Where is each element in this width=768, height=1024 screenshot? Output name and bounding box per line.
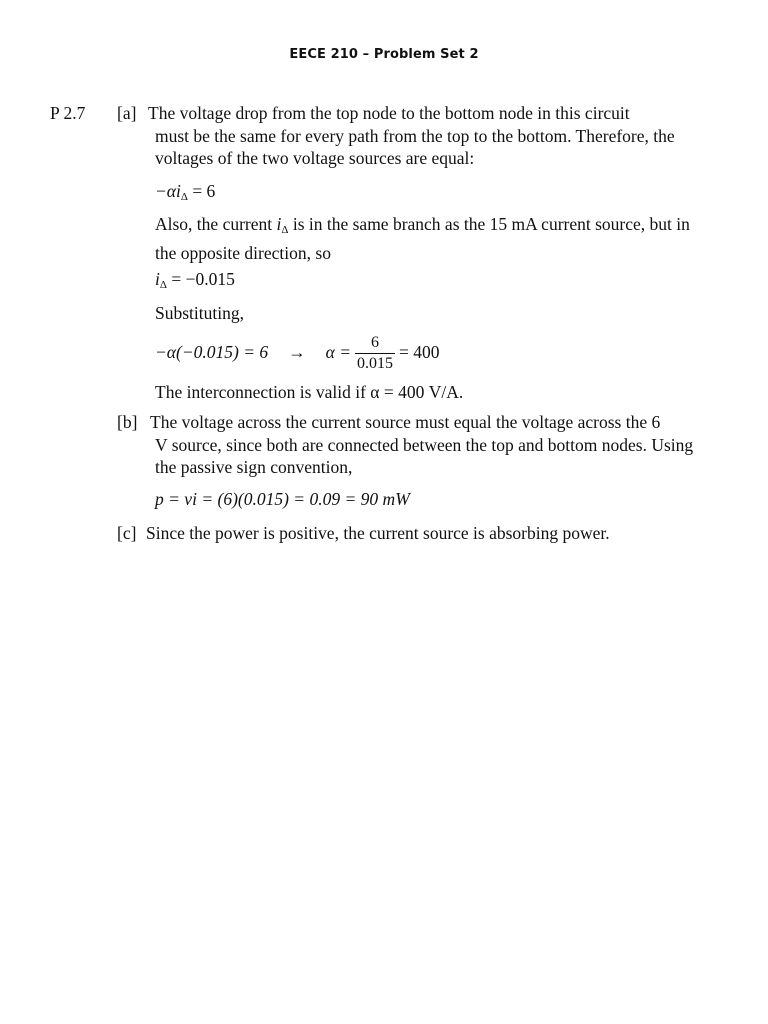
also-text-2: is in the same branch as the 15 mA current source, but in the opposite direction, so bbox=[155, 214, 690, 263]
also-var: i bbox=[276, 214, 282, 234]
eq3-alpha: α = bbox=[325, 342, 352, 362]
part-c-text: Since the power is positive, the current source is absorbing power. bbox=[146, 523, 610, 543]
eq3-result: = 400 bbox=[399, 342, 440, 362]
eq1-right: = 6 bbox=[187, 181, 216, 201]
eq1-subscript: Δ bbox=[180, 191, 188, 203]
fraction bbox=[355, 333, 395, 374]
part-c-tag: [c] bbox=[117, 523, 137, 543]
substituting-text: Substituting, bbox=[155, 303, 244, 323]
fraction-denominator: 0.015 bbox=[357, 355, 394, 373]
power-eq-text: p = vi = (6)(0.015) = 0.09 = 90 mW bbox=[155, 489, 410, 509]
eq3-left: −α(−0.015) = 6 bbox=[155, 342, 269, 362]
part-b-rest: V source, since both are connected between the top and bottom nodes. Using the passive sign convention, bbox=[155, 434, 694, 477]
eq2-var: i bbox=[155, 269, 160, 289]
part-b-tag: [b] bbox=[117, 412, 138, 432]
eq2-right: = −0.015 bbox=[166, 269, 235, 289]
part-a-intro-rest: must be the same for every path from the top to the bottom. Therefore, the voltages of the two voltage sources are equal: bbox=[155, 125, 675, 168]
part-a-intro-line1: The voltage drop from the top node to the bottom node in this circuit bbox=[148, 103, 630, 123]
part-b-line1: The voltage across the current source must equal the voltage across the 6 bbox=[150, 412, 661, 432]
also-sub: Δ bbox=[281, 224, 289, 236]
page-header-title: EECE 210 – Problem Set 2 bbox=[289, 47, 479, 62]
eq3-arrow: → bbox=[288, 342, 306, 362]
eq2-sub: Δ bbox=[159, 279, 167, 291]
also-text-1: Also, the current bbox=[155, 214, 277, 234]
equation-alpha-solve bbox=[155, 332, 440, 374]
problem-label: P 2.7 bbox=[50, 103, 86, 123]
validity-statement: The interconnection is valid if α = 400 V/A. bbox=[155, 382, 464, 402]
fraction-numerator: 6 bbox=[355, 333, 395, 354]
equation-alpha-i-delta bbox=[155, 180, 215, 209]
part-a-tag: [a] bbox=[117, 103, 137, 123]
eq1-left: −αi bbox=[155, 181, 181, 201]
equation-i-delta bbox=[155, 268, 235, 297]
power-equation bbox=[155, 488, 410, 511]
part-a-also-paragraph bbox=[155, 213, 715, 264]
